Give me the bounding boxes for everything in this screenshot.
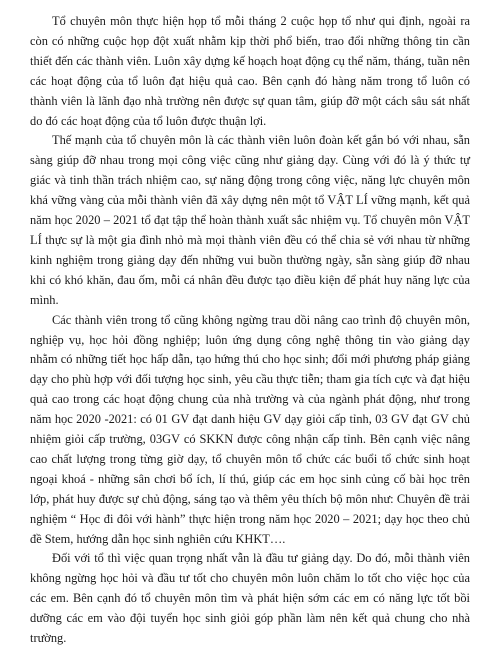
paragraph-3: Các thành viên trong tổ cũng không ngừng trau dồi nâng cao trình độ chuyên môn, nghiệp vụ, học hỏi đồng nghiệp; luôn ứng dụng công nghệ thông tin vào giảng dạy nhằm có những tiết học hấp dẫn, tạo hứng thú cho học sinh; đổi mới phương pháp giảng dạy cho phù hợp với đối tượng học sinh, yêu cầu thực tiễn; tham gia tích cực và đạt hiệu quả cao trong các hoạt động chung của nhà trường và của ngành phát động, như trong năm học 2020 -2021: có 01 GV đạt danh hiệu GV dạy giỏi cấp tỉnh, 03 GV đạt GV chủ nhiệm giỏi cấp trường, 03GV có SKKN được công nhận cấp tỉnh. Bên cạnh việc nâng cao chất lượng trong từng giờ dạy, tổ chuyên môn tổ chức các buổi tổ chức sinh hoạt ngoại khoá - những sân chơi bổ ích, lí thú, giúp các em học sinh củng cố bài học trên lớp, phát huy được sự chủ động, sáng tạo và thêm yêu thích bộ môn như: Chuyên đề trải nghiệm “ Học đi đôi với hành” thực hiện trong năm học 2020 – 2021; dạy học theo chủ đề Stem, hướng dẫn học sinh nghiên cứu KHKT…. — [30, 312, 470, 546]
paragraph-2: Thế mạnh của tổ chuyên môn là các thành viên luôn đoàn kết gắn bó với nhau, sẵn sàng giúp đỡ nhau trong mọi công việc cũng như giảng dạy. Cùng với đó là ý thức tự giác và tinh thần trách nhiệm cao, sự năng động trong công việc, năng lực chuyên môn khá vững vàng của mỗi thành viên đã xây dựng nên một tổ VẬT LÍ vững mạnh, kết quả năm học 2020 – 2021 tổ đạt tập thể hoàn thành xuất sắc nhiệm vụ. Tổ chuyên môn VẬT LÍ thực sự là một gia đình nhỏ mà mọi thành viên đều có thể chia sẻ với nhau từ những kinh nghiệm trong giảng dạy đến những vui buồn thường ngày, sẵn sàng giúp đỡ nhau khi có khó khăn, đau ốm, mỗi cá nhân đều được tạo điều kiện để phát huy năng lực của mình. — [30, 133, 470, 307]
paragraph-1: Tổ chuyên môn thực hiện họp tổ mỗi tháng 2 cuộc họp tổ như qui định, ngoài ra còn có những cuộc họp đột xuất nhằm kịp thời phổ biến, trao đổi những thông tin cần thiết đến các thành viên. Luôn xây dựng kế hoạch hoạt động cụ thể năm, tháng, tuần nên các hoạt động của tổ luôn đạt hiệu quả cao. Bên cạnh đó hàng năm trong tổ luôn có thành viên là lãnh đạo nhà trường nên được sự quan tâm, giúp đỡ một cách sâu sát nhất do đó các hoạt động của tổ luôn được thuận lợi. — [30, 14, 470, 128]
paragraph-4: Đối với tổ thì việc quan trọng nhất vẫn là đầu tư giảng dạy. Do đó, mỗi thành viên không ngừng học hỏi và đầu tư tốt cho chuyên môn luôn chăm lo tốt cho việc học của các em. Bên cạnh đó tổ chuyên môn tìm và phát hiện sớm các em có năng lực tốt bồi dưỡng các em vào đội tuyển học sinh giỏi góp phần làm nên kết quả chung cho nhà trường. — [30, 551, 470, 646]
